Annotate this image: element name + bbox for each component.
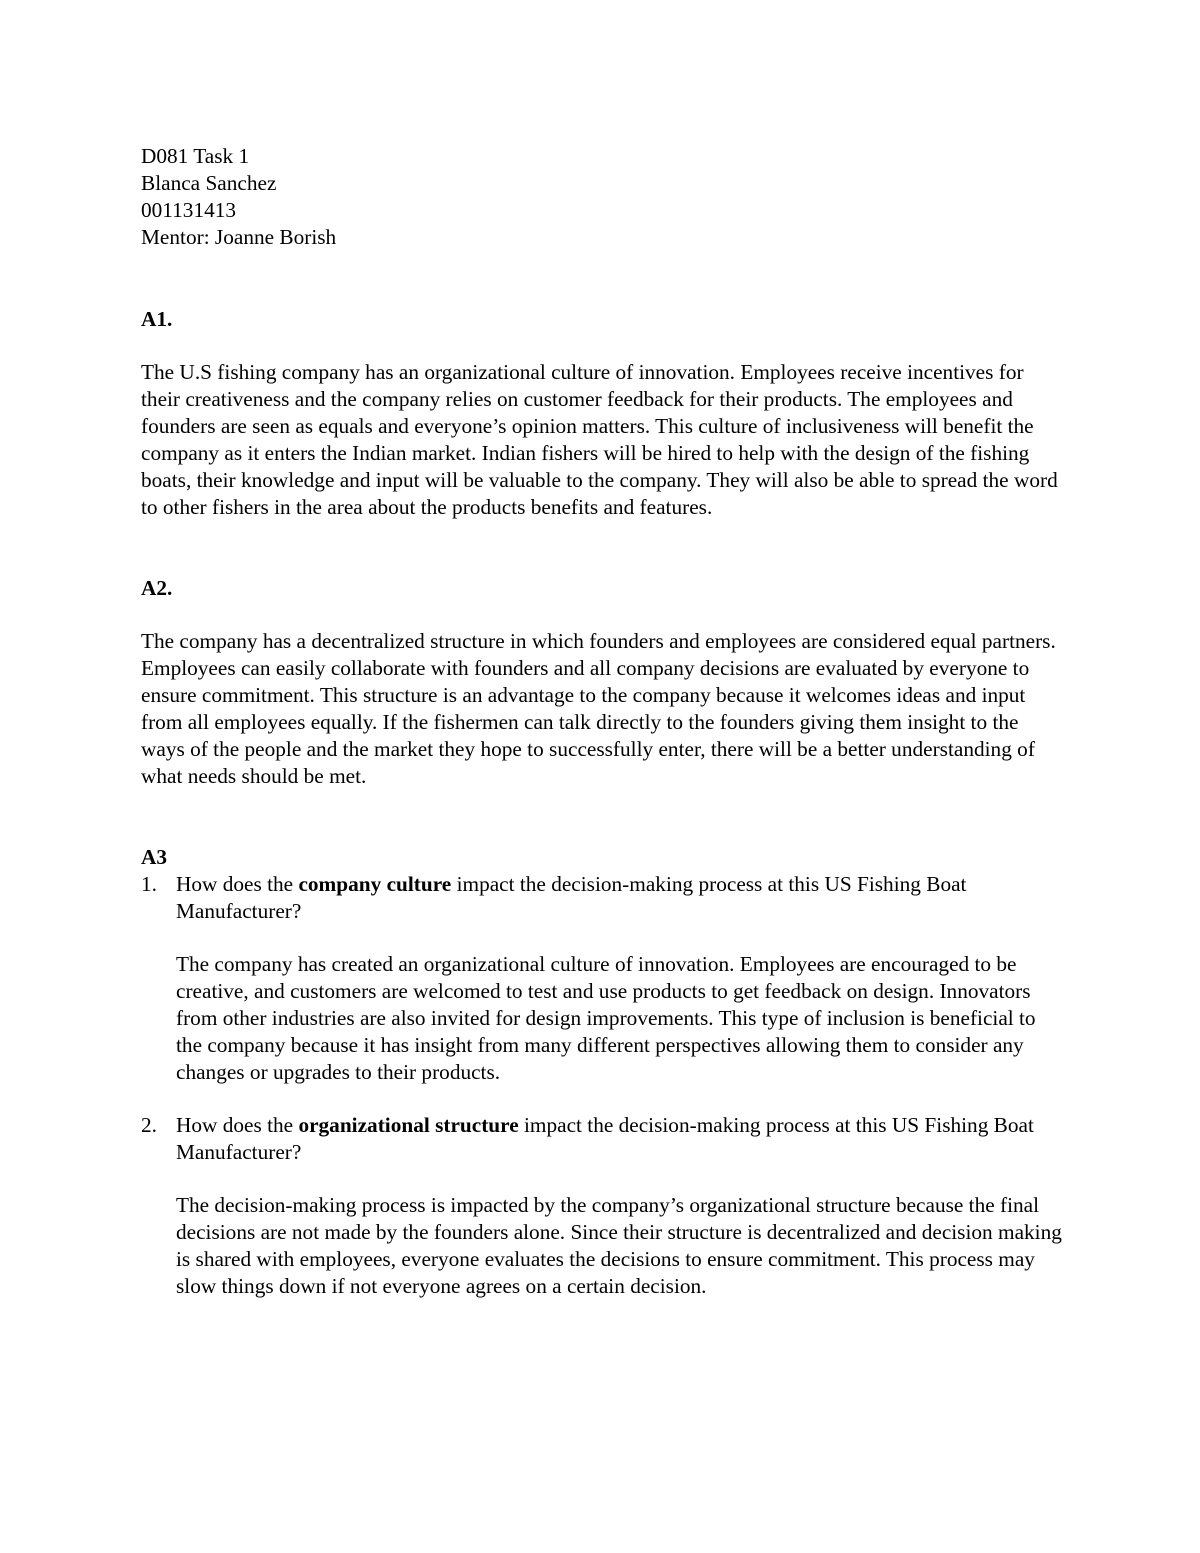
question-item-1 <box>141 871 1066 1086</box>
question-prefix: How does the <box>176 872 299 896</box>
section-a1-heading: A1. <box>141 307 173 331</box>
mentor-line: Mentor: Joanne Borish <box>141 225 337 249</box>
document-page <box>141 143 1066 1300</box>
question-number: 2. <box>141 1113 157 1137</box>
question-keyword: organizational structure <box>298 1113 519 1137</box>
question-text <box>176 1112 1066 1166</box>
question-text <box>176 871 1066 925</box>
question-item-2 <box>141 1112 1066 1300</box>
question-prefix: How does the <box>176 1113 299 1137</box>
section-a1 <box>141 306 1066 521</box>
course-task-line: D081 Task 1 <box>141 144 250 168</box>
student-id-line: 001131413 <box>141 198 237 222</box>
document-header <box>141 143 1066 251</box>
section-a2-heading: A2. <box>141 576 173 600</box>
question-answer: The company has created an organizational culture of innovation. Employees are encouraged to be creative, and customers are welcomed to test and use products to get feedback on design. Innovators from other industries are also invited for design improvements. This type of inclusion is beneficial to the company because it has insight from many different perspectives allowing them to consider any changes or upgrades to their products. <box>176 952 1036 1084</box>
question-answer: The decision-making process is impacted by the company’s organizational structure because the final decisions are not made by the founders alone. Since their structure is decentralized and decision making is shared with employees, everyone evaluates the decisions to ensure commitment. This process may slow things down if not everyone agrees on a certain decision. <box>176 1193 1062 1298</box>
student-name-line: Blanca Sanchez <box>141 171 277 195</box>
section-a3 <box>141 844 1066 1300</box>
question-keyword: company culture <box>298 872 452 896</box>
question-suffix: impact the decision-making process at this US Fishing Boat Manufacturer? <box>176 1113 1034 1164</box>
section-a3-heading: A3 <box>141 845 168 869</box>
section-a1-body: The U.S fishing company has an organizational culture of innovation. Employees receive incentives for their creativeness and the company relies on customer feedback for their products. The employees and founders are seen as equals and everyone’s opinion matters. This culture of inclusiveness will benefit the company as it enters the Indian market. Indian fishers will be hired to help with the design of the fishing boats, their knowledge and input will be valuable to the company. They will also be able to spread the word to other fishers in the area about the products benefits and features. <box>141 360 1058 519</box>
section-a2-body: The company has a decentralized structure in which founders and employees are considered equal partners. Employees can easily collaborate with founders and all company decisions are evaluated by everyone to ensure commitment. This structure is an advantage to the company because it welcomes ideas and input from all employees equally. If the fishermen can talk directly to the founders giving them insight to the ways of the people and the market they hope to successfully enter, there will be a better understanding of what needs should be met. <box>141 629 1056 788</box>
section-a2 <box>141 575 1066 790</box>
question-list <box>141 871 1066 1300</box>
question-suffix: impact the decision-making process at this US Fishing Boat Manufacturer? <box>176 872 967 923</box>
question-number: 1. <box>141 872 157 896</box>
